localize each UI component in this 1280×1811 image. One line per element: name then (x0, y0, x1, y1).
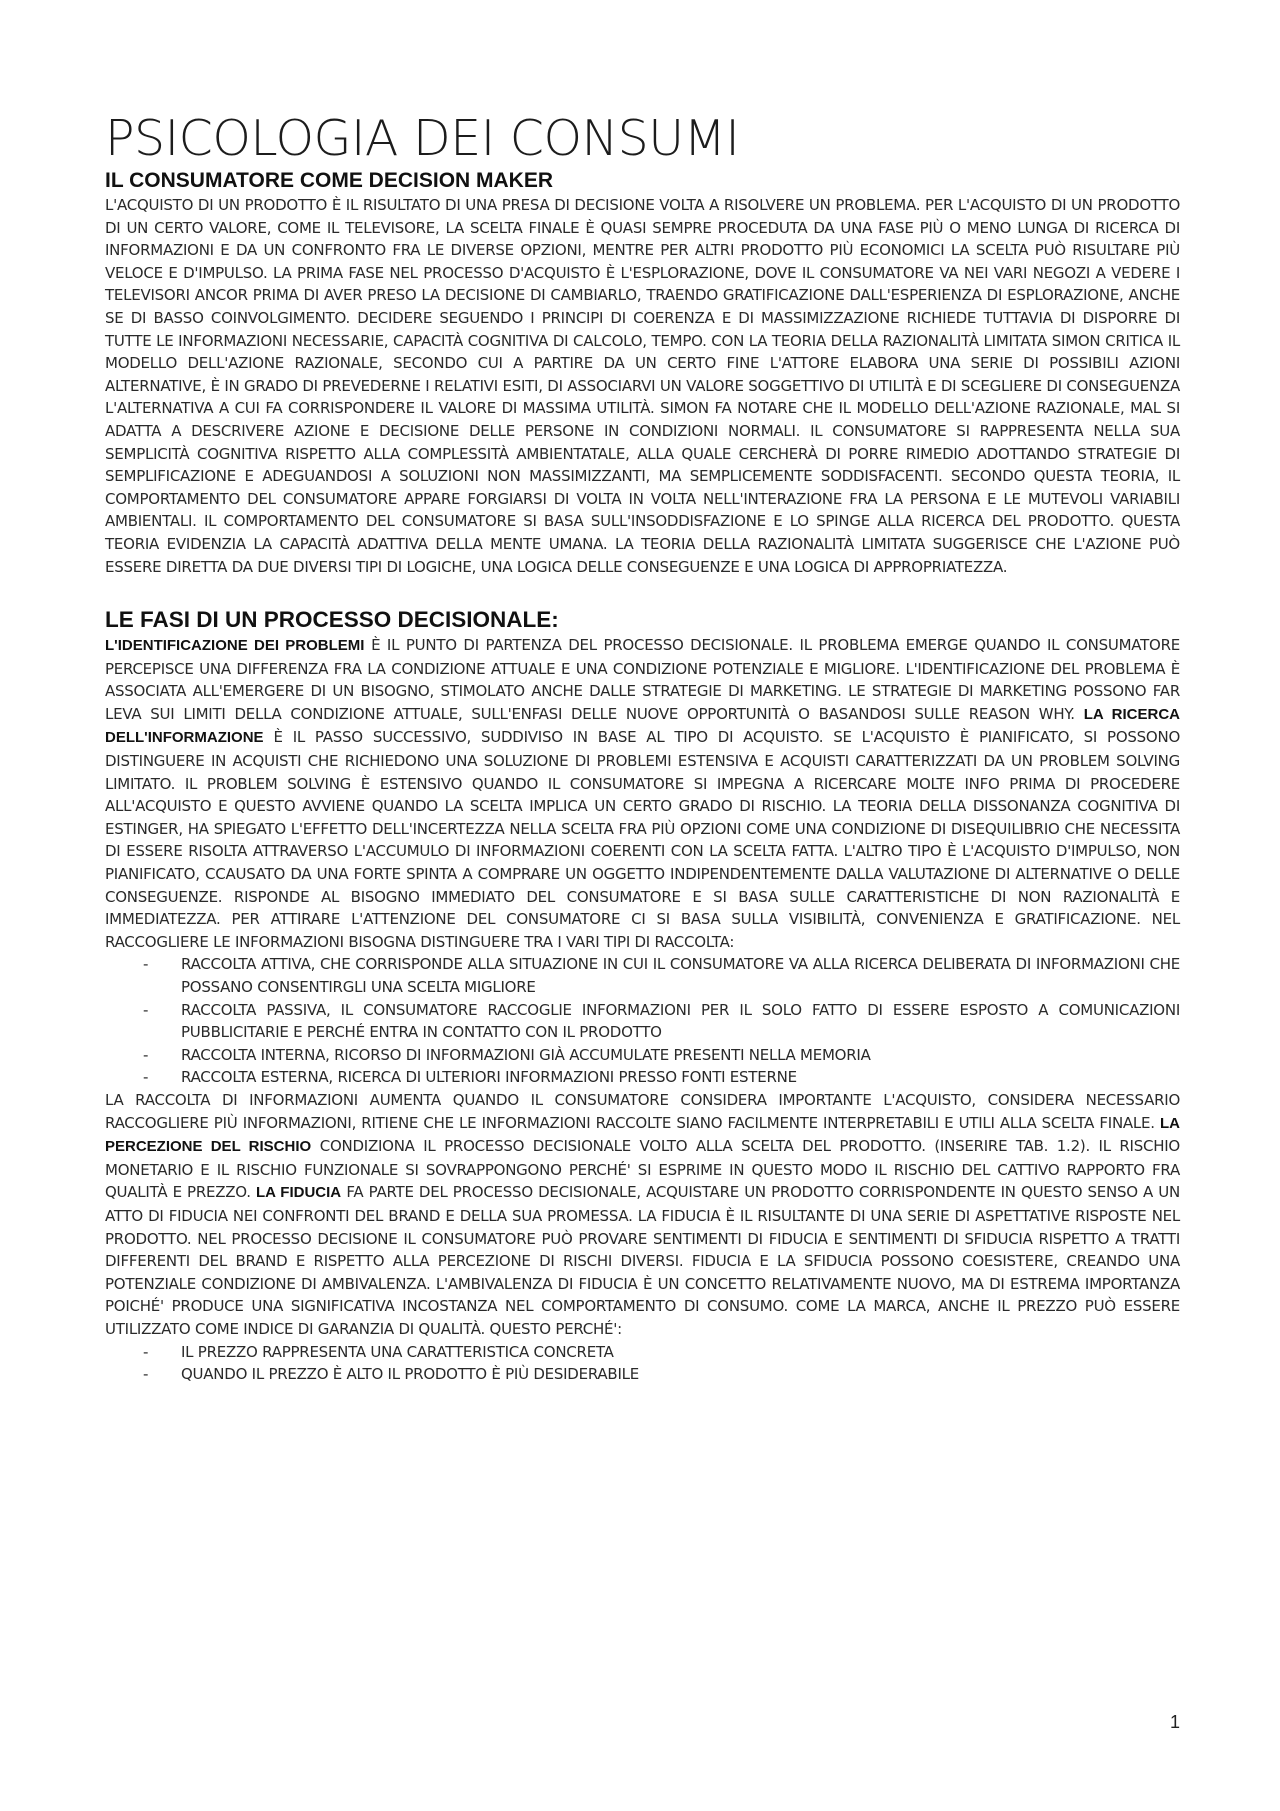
list-item: - QUANDO IL PREZZO È ALTO IL PRODOTTO È PIÙ DESIDERABILE (181, 1363, 1180, 1386)
paragraph-text: CONDIZIONA IL PROCESSO DECISIONALE VOLTO ALLA SCELTA DEL PRODOTTO. (INSERIRE TAB. 1.2). IL RISCHIO MONETARIO E IL RISCHIO FUNZIONALE SI SOVRAPPONGONO PERCHÉ' SI ESPRIME IN QUESTO MODO IL RISCHIO DEL CATTIVO RAPPORTO FRA QUALITÀ E PREZZO. (105, 1137, 1180, 1202)
list-item: - RACCOLTA ESTERNA, RICERCA DI ULTERIORI INFORMAZIONI PRESSO FONTI ESTERNE (181, 1066, 1180, 1089)
bold-term-trust: LA FIDUCIA (255, 1184, 342, 1202)
page-number: 1 (1169, 1712, 1180, 1732)
list-item: - RACCOLTA PASSIVA, IL CONSUMATORE RACCOGLIE INFORMAZIONI PER IL SOLO FATTO DI ESSERE ESPOSTO A COMUNICAZIONI PUBBLICITARIE E PERCHÉ ENTRA IN CONTATTO CON IL PRODOTTO (181, 999, 1180, 1044)
list-item: - RACCOLTA INTERNA, RICORSO DI INFORMAZIONI GIÀ ACCUMULATE PRESENTI NELLA MEMORIA (181, 1044, 1180, 1067)
paragraph-problem-identification (105, 634, 1180, 953)
list-price-reasons (105, 1341, 1180, 1386)
list-item: - IL PREZZO RAPPRESENTA UNA CARATTERISTICA CONCRETA (181, 1341, 1180, 1364)
section-body-decision-maker: L'ACQUISTO DI UN PRODOTTO È IL RISULTATO DI UNA PRESA DI DECISIONE VOLTA A RISOLVERE UN PROBLEMA. PER L'ACQUISTO DI UN PRODOTTO DI UN CERTO VALORE, COME IL TELEVISORE, LA SCELTA FINALE È QUASI SEMPRE PROCEDUTA DA UNA FASE PIÙ O MENO LUNGA DI RICERCA DI INFORMAZIONI E DA UN CONFRONTO FRA LE DIVERSE OPZIONI, MENTRE PER ALTRI PRODOTTO PIÙ ECONOMICI LA SCELTA PUÒ RISULTARE PIÙ VELOCE E D'IMPULSO. LA PRIMA FASE NEL PROCESSO D'ACQUISTO È L'ESPLORAZIONE, DOVE IL CONSUMATORE VA NEI VARI NEGOZI A VEDERE I TELEVISORI ANCOR PRIMA DI AVER PRESO LA DECISIONE DI CAMBIARLO, TRAENDO GRATIFICAZIONE DALL'ESPERIENZA DI ESPLORAZIONE, ANCHE SE DI BASSO COINVOLGIMENTO. DECIDERE SEGUENDO I PRINCIPI DI COERENZA E DI MASSIMIZZAZIONE RICHIEDE TUTTAVIA DI DISPORRE DI TUTTE LE INFORMAZIONI NECESSARIE, CAPACITÀ COGNITIVA DI CALCOLO, TEMPO. CON LA TEORIA DELLA RAZIONALITÀ LIMITATA SIMON CRITICA IL MODELLO DELL'AZIONE RAZIONALE, SECONDO CUI A PARTIRE DA UN CERTO FINE L'ATTORE ELABORA UNA SERIE DI POSSIBILI AZIONI ALTERNATIVE, È IN GRADO DI PREVEDERNE I RELATIVI ESITI, DI ASSOCIARVI UN VALORE SOGGETTIVO DI UTILITÀ E DI SCEGLIERE DI CONSEGUENZA L'ALTERNATIVA A CUI FA CORRISPONDERE IL VALORE DI MASSIMA UTILITÀ. SIMON FA NOTARE CHE IL MODELLO DELL'AZIONE RAZIONALE, MAL SI ADATTA A DESCRIVERE AZIONE E DECISIONE DELLE PERSONE IN CONDIZIONI NORMALI. IL CONSUMATORE SI RAPPRESENTA NELLA SUA SEMPLICITÀ COGNITIVA RISPETTO ALLA COMPLESSITÀ AMBIENTATALE, ALLA QUALE CERCHERÀ DI PORRE RIMEDIO ADOTTANDO STRATEGIE DI SEMPLIFICAZIONE E ADEGUANDOSI A SOLUZIONI NON MASSIMIZZANTI, MA SEMPLICEMENTE SODDISFACENTI. SECONDO QUESTA TEORIA, IL COMPORTAMENTO DEL CONSUMATORE APPARE FORGIARSI DI VOLTA IN VOLTA NELL'INTERAZIONE FRA LA PERSONA E LE MUTEVOLI VARIABILI AMBIENTALI. IL COMPORTAMENTO DEL CONSUMATORE SI BASA SULL'INSODDISFAZIONE E LO SPINGE ALLA RICERCA DEL PRODOTTO. QUESTA TEORIA EVIDENZIA LA CAPACITÀ ADATTIVA DELLA MENTE UMANA. LA TEORIA DELLA RAZIONALITÀ LIMITATA SUGGERISCE CHE L'AZIONE PUÒ ESSERE DIRETTA DA DUE DIVERSI TIPI DI LOGICHE, UNA LOGICA DELLE CONSEGUENZE E UNA LOGICA DI APPROPRIATEZZA. (105, 196, 1180, 576)
document-page (105, 110, 1180, 1386)
bold-term-problem-identification: L'IDENTIFICAZIONE DEI PROBLEMI (105, 637, 365, 655)
paragraph-text: FA PARTE DEL PROCESSO DECISIONALE, ACQUISTARE UN PRODOTTO CORRISPONDENTE IN QUESTO SENSO A UN ATTO DI FIDUCIA NEI CONFRONTI DEL BRAND E DELLA SUA PROMESSA. LA FIDUCIA È IL RISULTANTE DI UNA SERIE DI ASPETTATIVE RISPOSTE NEL PRODOTTO. NEL PROCESSO DECISIONE IL CONSUMATORE PUÒ PROVARE SENTIMENTI DI FIDUCIA E SENTIMENTI DI SFIDUCIA RISPETTO A TRATTI DIFFERENTI DEL BRAND E RISPETTO ALLA PERCEZIONE DI RISCHI DIVERSI. FIDUCIA E LA SFIDUCIA POSSONO COESISTERE, CREANDO UNA POTENZIALE CONDIZIONE DI AMBIVALENZA. L'AMBIVALENZA DI FIDUCIA È UN CONCETTO RELATIVAMENTE NUOVO, MA DI ESTREMA IMPORTANZA POICHÉ' PRODUCE UNA SIGNIFICATIVA INCOSTANZA NEL COMPORTAMENTO DI CONSUMO. COME LA MARCA, ANCHE IL PREZZO PUÒ ESSERE UTILIZZATO COME INDICE DI GARANZIA DI QUALITÀ. QUESTO PERCHÉ': (105, 1183, 1180, 1338)
section-heading-decision-phases: LE FASI DI UN PROCESSO DECISIONALE: (105, 607, 559, 633)
paragraph-text: LA RACCOLTA DI INFORMAZIONI AUMENTA QUANDO IL CONSUMATORE CONSIDERA IMPORTANTE L'ACQUISTO, CONSIDERA NECESSARIO RACCOGLIERE PIÙ INFORMAZIONI, RITIENE CHE LE INFORMAZIONI RACCOLTE SIANO FACILMENTE INTERPRETABILI E UTILI ALLA SCELTA FINALE. (105, 1090, 1180, 1132)
bold-term-risk-perception: LA PERCEZIONE DEL RISCHIO (105, 1114, 1180, 1156)
paragraph-text: È IL PASSO SUCCESSIVO, SUDDIVISO IN BASE AL TIPO DI ACQUISTO. SE L'ACQUISTO È PIANIFICATO, SI POSSONO DISTINGUERE IN ACQUISTI CHE RICHIEDONO UNA SOLUZIONE DI PROBLEMI ESTENSIVA E ACQUISTI CARATTERIZZATI DA UN PROBLEM SOLVING LIMITATO. IL PROBLEM SOLVING È ESTENSIVO QUANDO IL CONSUMATORE SI IMPEGNA A RICERCARE MOLTE INFO PRIMA DI PROCEDERE ALL'ACQUISTO E QUESTO AVVIENE QUANDO LA SCELTA IMPLICA UN CERTO GRADO DI RISCHIO. LA TEORIA DELLA DISSONANZA COGNITIVA DI ESTINGER, HA SPIEGATO L'EFFETTO DELL'INCERTEZZA NELLA SCELTA FRA PIÙ OPZIONI COME UNA CONDIZIONE DI DISEQUILIBRIO CHE NECESSITA DI ESSERE RISOLTA ATTRAVERSO L'ACCUMULO DI INFORMAZIONI COERENTI CON LA SCELTA FATTA. L'ALTRO TIPO È L'ACQUISTO D'IMPULSO, NON PIANIFICATO, CCAUSATO DA UNA FORTE SPINTA A COMPRARE UN OGGETTO INDIPENDENTEMENTE DALLA VALUTAZIONE DI ALTERNATIVE O DELLE CONSEGUENZE. RISPONDE AL BISOGNO IMMEDIATO DEL CONSUMATORE E SI BASA SULLE CARATTERISTICHE DI NON RAZIONALITÀ E IMMEDIATEZZA. PER ATTIRARE L'ATTENZIONE DEL CONSUMATORE CI SI BASA SULLA VISIBILITÀ, CONVENIENZA E GRATIFICAZIONE. NEL RACCOGLIERE LE INFORMAZIONI BISOGNA DISTINGUERE TRA I VARI TIPI DI RACCOLTA: (105, 728, 1180, 951)
paragraph-text: È IL PUNTO DI PARTENZA DEL PROCESSO DECISIONALE. IL PROBLEMA EMERGE QUANDO IL CONSUMATORE PERCEPISCE UNA DIFFERENZA FRA LA CONDIZIONE ATTUALE E UNA CONDIZIONE POTENZIALE E MIGLIORE. L'IDENTIFICAZIONE DEL PROBLEMA È ASSOCIATA ALL'EMERGERE DI UN BISOGNO, STIMOLATO ANCHE DALLE STRATEGIE DI MARKETING. LE STRATEGIE DI MARKETING POSSONO FAR LEVA SUI LIMITI DELLA CONDIZIONE ATTUALE, SULL'ENFASI DELLE NUOVE OPPORTUNITÀ O BASANDOSI SULLE REASON WHY. (105, 636, 1181, 723)
section-heading-decision-maker: IL CONSUMATORE COME DECISION MAKER (105, 169, 554, 192)
paragraph-risk-and-trust (105, 1089, 1180, 1341)
list-collection-types (105, 953, 1180, 1089)
list-item: - RACCOLTA ATTIVA, CHE CORRISPONDE ALLA SITUAZIONE IN CUI IL CONSUMATORE VA ALLA RICERCA DELIBERATA DI INFORMAZIONI CHE POSSANO CONSENTIRGLI UNA SCELTA MIGLIORE (181, 953, 1180, 998)
bold-term-information-search: LA RICERCA DELL'INFORMAZIONE (105, 705, 1180, 747)
document-title: PSICOLOGIA DEI CONSUMI (105, 110, 740, 167)
